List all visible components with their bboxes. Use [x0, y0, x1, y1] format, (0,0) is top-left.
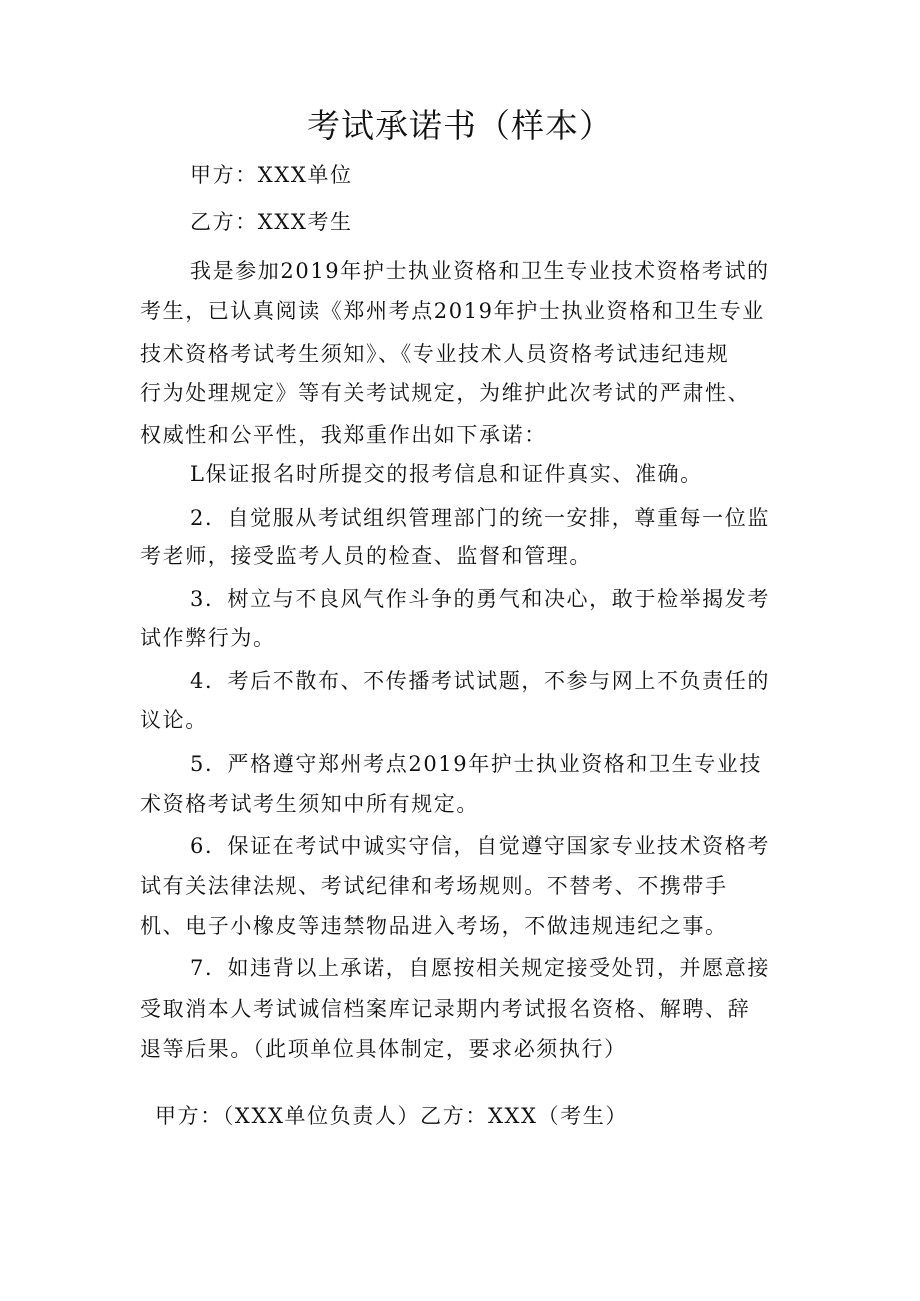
promise-item-5-cont: 术资格考试考生须知中所有规定。 — [140, 792, 479, 816]
intro-line: 技术资格考试考生须知》、《专业技术人员资格考试违纪违规 — [140, 342, 730, 366]
promise-item-3-cont: 试作弊行为。 — [140, 626, 276, 650]
promise-item-5: 5．严格遵守郑州考点2019年护士执业资格和卫生专业技 — [190, 752, 763, 776]
promise-item-4: 4．考后不散布、不传播考试试题，不参与网上不负责任的 — [190, 669, 770, 693]
promise-item-2: 2．自觉服从考试组织管理部门的统一安排，尊重每一位监 — [190, 506, 770, 530]
promise-item-6: 6．保证在考试中诚实守信，自觉遵守国家专业技术资格考 — [190, 834, 770, 858]
intro-line: 考生，已认真阅读《郑州考点2019年护士执业资格和卫生专业 — [140, 299, 765, 323]
intro-line: 行为处理规定》等有关考试规定，为维护此次考试的严肃性、 — [140, 381, 751, 405]
promise-item-4-cont: 议论。 — [140, 708, 208, 732]
promise-item-7: 7．如违背以上承诺，自愿按相关规定接受处罚，并愿意接 — [190, 956, 770, 980]
intro-line: 权威性和公平性，我郑重作出如下承诺： — [140, 423, 547, 447]
promise-item-7-cont: 受取消本人考试诚信档案库记录期内考试报名资格、解聘、辞 — [140, 997, 751, 1021]
promise-item-1: L保证报名时所提交的报考信息和证件真实、准确。 — [190, 462, 703, 486]
promise-item-2-cont: 考老师，接受监考人员的检查、监督和管理。 — [140, 544, 592, 568]
party-a: 甲方：XXX单位 — [190, 163, 353, 187]
promise-item-7-cont: 退等后果。（此项单位具体制定，要求必须执行） — [140, 1037, 627, 1061]
promise-item-3: 3．树立与不良风气作斗争的勇气和决心，敢于检举揭发考 — [190, 587, 770, 611]
party-b: 乙方：XXX考生 — [190, 210, 353, 234]
document-title: 考试承诺书（样本） — [307, 106, 613, 145]
signature-line: 甲方：（XXX单位负责人）乙方：XXX（考生） — [155, 1104, 628, 1128]
promise-item-6-cont: 试有关法律法规、考试纪律和考场规则。不替考、不携带手 — [140, 874, 728, 898]
intro-line: 我是参加2019年护士执业资格和卫生专业技术资格考试的 — [190, 259, 770, 283]
promise-item-6-cont: 机、电子小橡皮等违禁物品进入考场，不做违规违纪之事。 — [140, 914, 728, 938]
